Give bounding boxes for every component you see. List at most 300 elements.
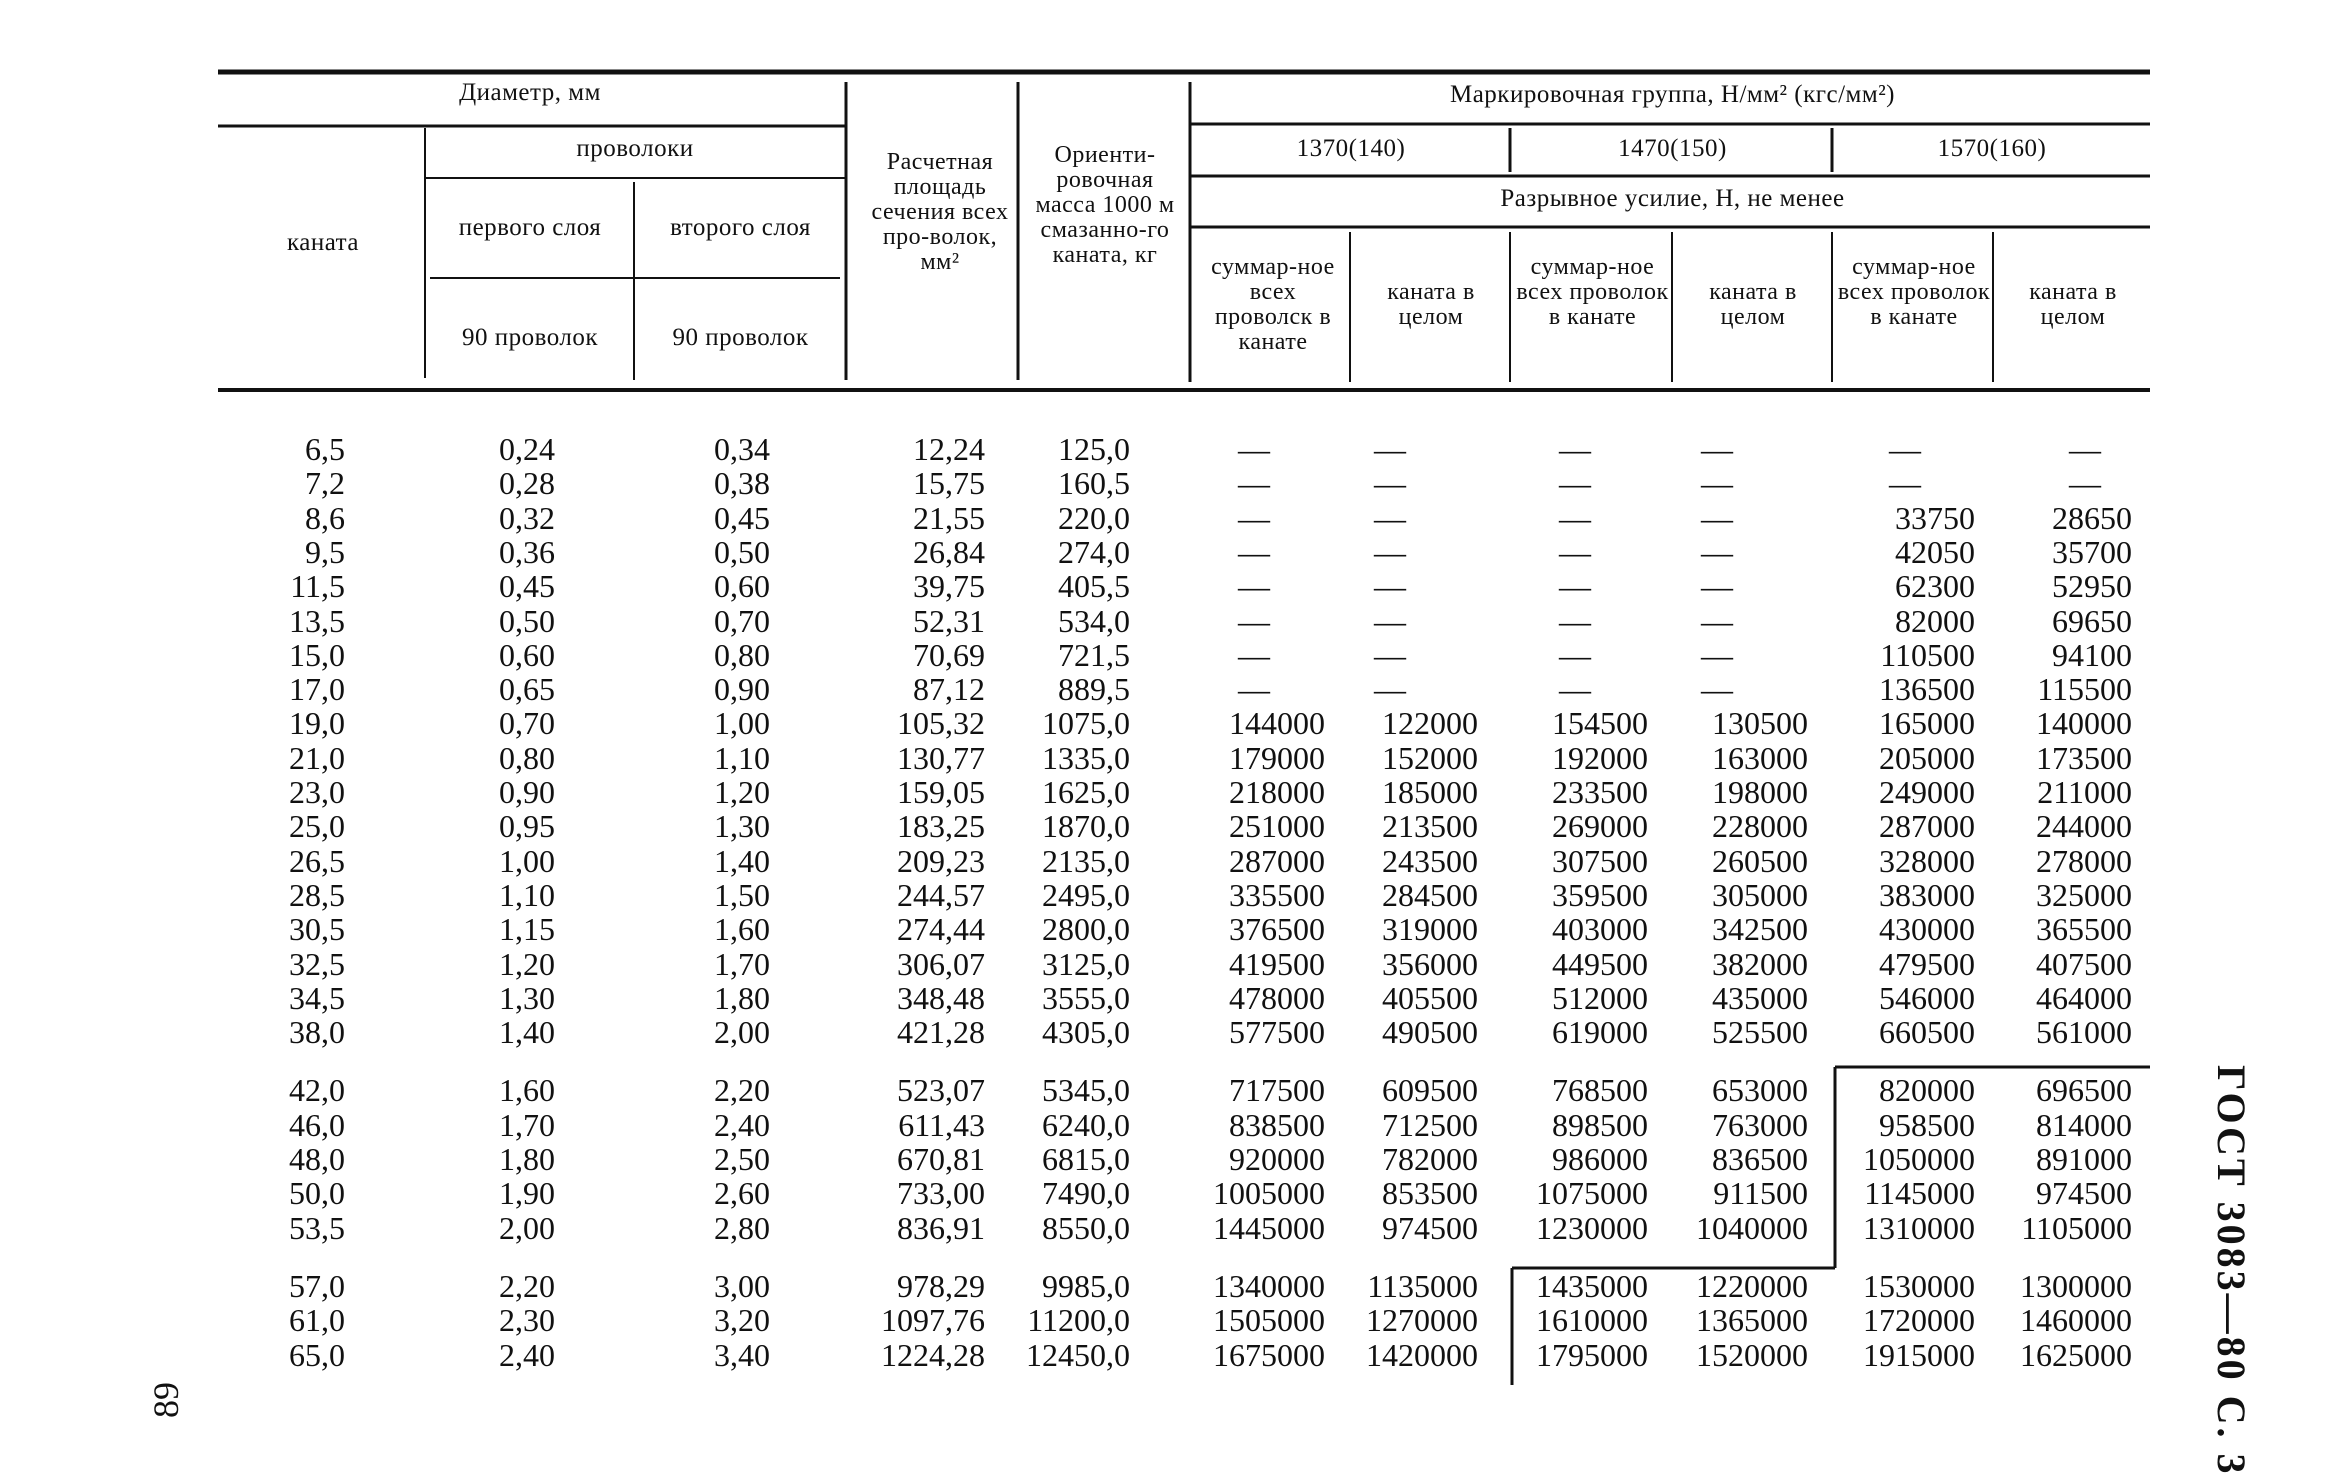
table-cell: 33750 <box>1895 499 1975 536</box>
table-cell: 653000 <box>1712 1072 1808 1109</box>
table-cell: 287000 <box>1879 808 1975 845</box>
table-cell: 0,28 <box>499 465 555 502</box>
table-cell: — <box>1701 671 1733 708</box>
table-cell: 287000 <box>1229 842 1325 879</box>
table-cell: 140000 <box>2036 705 2132 742</box>
area-header: Расчетная площадь сечения всех про-волок, мм² <box>871 149 1009 275</box>
table-cell: 15,75 <box>913 465 985 502</box>
table-cell: 251000 <box>1229 808 1325 845</box>
table-cell: 38,0 <box>289 1014 345 1051</box>
table-cell: 8550,0 <box>1042 1209 1130 1246</box>
table-cell: 25,0 <box>289 808 345 845</box>
table-cell: 213500 <box>1382 808 1478 845</box>
table-cell: 0,32 <box>499 499 555 536</box>
table-cell: 65,0 <box>289 1336 345 1373</box>
table-cell: 619000 <box>1552 1014 1648 1051</box>
table-cell: — <box>1374 568 1406 605</box>
table-cell: 1224,28 <box>881 1336 985 1373</box>
table-cell: 3555,0 <box>1042 979 1130 1016</box>
table-cell: — <box>1374 465 1406 502</box>
table-cell: 61,0 <box>289 1302 345 1339</box>
table-cell: 274,44 <box>897 911 985 948</box>
table-cell: 0,65 <box>499 671 555 708</box>
table-cell: 0,50 <box>714 533 770 570</box>
table-cell: 165000 <box>1879 705 1975 742</box>
table-cell: 0,80 <box>499 739 555 776</box>
table-cell: 1625,0 <box>1042 774 1130 810</box>
table-cell: 0,60 <box>499 636 555 673</box>
table-cell: 479500 <box>1879 945 1975 982</box>
table-cell: 717500 <box>1229 1072 1325 1109</box>
table-cell: — <box>1238 499 1270 536</box>
table-cell: 7490,0 <box>1042 1175 1130 1212</box>
table-cell: 836500 <box>1712 1141 1808 1177</box>
table-cell: 376500 <box>1229 911 1325 948</box>
table-cell: 125,0 <box>1058 431 1130 467</box>
table-cell: 2800,0 <box>1042 911 1130 948</box>
table-cell: — <box>2069 431 2101 467</box>
table-cell: 335500 <box>1229 876 1325 913</box>
table-cell: 0,34 <box>714 431 770 467</box>
table-cell: 898500 <box>1552 1106 1648 1143</box>
table-cell: 70,69 <box>913 636 985 673</box>
table-cell: 974500 <box>2036 1175 2132 1212</box>
table-cell: — <box>1238 602 1270 639</box>
table-cell: 430000 <box>1879 911 1975 948</box>
table-cell: 136500 <box>1879 671 1975 708</box>
table-cell: 52950 <box>2052 568 2132 605</box>
table-cell: 0,70 <box>714 602 770 639</box>
table-cell: 46,0 <box>289 1106 345 1143</box>
table-cell: 192000 <box>1552 739 1648 776</box>
table-cell: 1365000 <box>1696 1302 1808 1339</box>
table-cell: 419500 <box>1229 945 1325 982</box>
table-cell: 2,00 <box>499 1209 555 1246</box>
table-cell: 0,45 <box>714 499 770 536</box>
table-cell: 319000 <box>1382 911 1478 948</box>
table-cell: 1460000 <box>2020 1302 2132 1339</box>
table-cell: 1310000 <box>1863 1209 1975 1246</box>
table-cell: 1230000 <box>1536 1209 1648 1246</box>
table-cell: 1625000 <box>2020 1336 2132 1373</box>
mass-header: Ориенти-ровочная масса 1000 м смазанно-го каната, кг <box>1035 142 1175 268</box>
table-cell: — <box>1238 636 1270 673</box>
table-cell: 3,00 <box>714 1267 770 1304</box>
table-cell: 1,80 <box>714 979 770 1016</box>
table-cell: 512000 <box>1552 979 1648 1016</box>
table-cell: 2,80 <box>714 1209 770 1246</box>
table-cell: 130500 <box>1712 705 1808 742</box>
table-cell: 986000 <box>1552 1141 1648 1177</box>
table-cell: 464000 <box>2036 979 2132 1016</box>
table-cell: 1675000 <box>1213 1336 1325 1373</box>
table-cell: 356000 <box>1382 945 1478 982</box>
table-cell: 525500 <box>1712 1014 1808 1051</box>
table-cell: 52,31 <box>913 602 985 639</box>
table-cell: 2,50 <box>714 1141 770 1177</box>
grade-1370: 1370(140) <box>1296 135 1406 162</box>
first-layer-count: 90 проволок <box>461 324 599 351</box>
table-cell: 243500 <box>1382 842 1478 879</box>
table-cell: 130,77 <box>897 739 985 776</box>
table-cell: — <box>1238 568 1270 605</box>
table-cell: — <box>1701 602 1733 639</box>
table-cell: 1870,0 <box>1042 808 1130 845</box>
sum-wires-1470: суммар-ное всех проволок в канате <box>1516 254 1669 330</box>
table-cell: 3,40 <box>714 1336 770 1373</box>
table-cell: 1,00 <box>499 842 555 879</box>
table-cell: 1445000 <box>1213 1209 1325 1246</box>
table-cell: 69650 <box>2052 602 2132 639</box>
table-cell: — <box>1701 533 1733 570</box>
table-cell: 0,24 <box>499 431 555 467</box>
table-cell: 1135000 <box>1367 1267 1478 1304</box>
table-cell: 17,0 <box>289 671 345 708</box>
table-cell: 154500 <box>1552 705 1648 742</box>
table-cell: 228000 <box>1712 808 1808 845</box>
table-cell: 1300000 <box>2020 1267 2132 1304</box>
table-cell: 523,07 <box>897 1072 985 1109</box>
table-cell: 763000 <box>1712 1106 1808 1143</box>
table-cell: 305000 <box>1712 876 1808 913</box>
table-cell: 11200,0 <box>1027 1302 1130 1339</box>
table-cell: 249000 <box>1879 774 1975 810</box>
table-cell: — <box>1559 671 1591 708</box>
table-cell: 2,40 <box>714 1106 770 1143</box>
table-cell: 1075,0 <box>1042 705 1130 742</box>
table-cell: — <box>1559 636 1591 673</box>
table-cell: 1,90 <box>499 1175 555 1212</box>
table-cell: 1,00 <box>714 705 770 742</box>
table-cell: 306,07 <box>897 945 985 982</box>
table-cell: 1915000 <box>1863 1336 1975 1373</box>
first-layer-header: первого слоя <box>458 214 602 241</box>
table-cell: 721,5 <box>1058 636 1130 673</box>
table-cell: — <box>1889 431 1921 467</box>
table-cell: 30,5 <box>289 911 345 948</box>
table-cell: 179000 <box>1229 739 1325 776</box>
table-cell: 768500 <box>1552 1072 1648 1109</box>
table-cell: — <box>1238 431 1270 467</box>
table-cell: 1,30 <box>499 979 555 1016</box>
table-cell: 1145000 <box>1864 1175 1975 1212</box>
table-cell: 2135,0 <box>1042 842 1130 879</box>
table-cell: — <box>1701 499 1733 536</box>
table-cell: — <box>1889 465 1921 502</box>
table-cell: 2,60 <box>714 1175 770 1212</box>
table-cell: 9985,0 <box>1042 1267 1130 1304</box>
table-cell: 0,90 <box>499 774 555 810</box>
table-cell: 546000 <box>1879 979 1975 1016</box>
table-cell: 6815,0 <box>1042 1141 1130 1177</box>
table-cell: 50,0 <box>289 1175 345 1212</box>
table-cell: 144000 <box>1229 705 1325 742</box>
table-cell: 2495,0 <box>1042 876 1130 913</box>
table-cell: 1435000 <box>1536 1267 1648 1304</box>
table-cell: 0,60 <box>714 568 770 605</box>
table-cell: 94100 <box>2052 636 2132 673</box>
table-cell: 122000 <box>1382 705 1478 742</box>
standard-title: ГОСТ 3083—80 С. 3 <box>2209 1065 2254 1477</box>
table-cell: — <box>1701 636 1733 673</box>
table-cell: 1610000 <box>1536 1302 1648 1339</box>
table-cell: 782000 <box>1382 1141 1478 1177</box>
table-cell: 328000 <box>1879 842 1975 879</box>
table-cell: 421,28 <box>897 1014 985 1051</box>
table-cell: 1795000 <box>1536 1336 1648 1373</box>
table-cell: 2,30 <box>499 1302 555 1339</box>
table-cell: 0,38 <box>714 465 770 502</box>
table-cell: 712500 <box>1382 1106 1478 1143</box>
table-cell: 7,2 <box>305 465 345 502</box>
table-cell: 21,55 <box>913 499 985 536</box>
table-cell: — <box>1559 499 1591 536</box>
table-cell: 32,5 <box>289 945 345 982</box>
table-cell: 0,70 <box>499 705 555 742</box>
table-cell: — <box>1701 465 1733 502</box>
table-cell: 836,91 <box>897 1209 985 1246</box>
table-cell: 405,5 <box>1058 568 1130 605</box>
table-cell: 853500 <box>1382 1175 1478 1212</box>
table-cell: 1,40 <box>714 842 770 879</box>
table-cell: — <box>1374 431 1406 467</box>
rope-whole-1470: каната в целом <box>1709 279 1797 330</box>
table-cell: 1,40 <box>499 1014 555 1051</box>
table-cell: 21,0 <box>289 739 345 776</box>
table-cell: 269000 <box>1552 808 1648 845</box>
table-cell: 278000 <box>2036 842 2132 879</box>
rope-diameter-header: каната <box>286 229 360 256</box>
table-cell: 611,43 <box>898 1106 985 1143</box>
table-cell: 0,45 <box>499 568 555 605</box>
table-cell: 2,20 <box>714 1072 770 1109</box>
wires-header: проволоки <box>576 135 694 162</box>
table-cell: 670,81 <box>897 1141 985 1177</box>
table-cell: 220,0 <box>1058 499 1130 536</box>
table-cell: — <box>1559 533 1591 570</box>
table-cell: 26,5 <box>289 842 345 879</box>
table-cell: 1,10 <box>499 876 555 913</box>
table-cell: 1,80 <box>499 1141 555 1177</box>
table-cell: 382000 <box>1712 945 1808 982</box>
table-cell: 1335,0 <box>1042 739 1130 776</box>
table-cell: 365500 <box>2036 911 2132 948</box>
table-cell: 1,20 <box>499 945 555 982</box>
table-cell: 490500 <box>1382 1014 1478 1051</box>
table-cell: 15,0 <box>289 636 345 673</box>
table-cell: 110500 <box>1880 636 1975 673</box>
table-cell: 1530000 <box>1863 1267 1975 1304</box>
table-cell: 0,90 <box>714 671 770 708</box>
table-cell: 183,25 <box>897 808 985 845</box>
table-cell: 105,32 <box>897 705 985 742</box>
table-cell: 152000 <box>1382 739 1478 776</box>
table-cell: — <box>1701 431 1733 467</box>
table-cell: 1075000 <box>1536 1175 1648 1212</box>
table-cell: — <box>2069 465 2101 502</box>
table-cell: 87,12 <box>913 671 985 708</box>
table-cell: 2,00 <box>714 1014 770 1051</box>
table-cell: 3125,0 <box>1042 945 1130 982</box>
table-cell: 435000 <box>1712 979 1808 1016</box>
table-cell: 185000 <box>1382 774 1478 810</box>
table-cell: 1050000 <box>1863 1141 1975 1177</box>
sum-wires-1370: суммар-ное всех проволск в канате <box>1211 254 1335 355</box>
table-cell: 609500 <box>1382 1072 1478 1109</box>
table-cell: 8,6 <box>305 499 345 536</box>
table-cell: 1040000 <box>1696 1209 1808 1246</box>
table-cell: 978,29 <box>897 1267 985 1304</box>
grade-1570: 1570(160) <box>1937 135 2047 162</box>
table-cell: — <box>1374 533 1406 570</box>
rope-whole-1370: каната в целом <box>1387 279 1475 330</box>
table-cell: 307500 <box>1552 842 1648 879</box>
table-cell: 911500 <box>1713 1175 1808 1212</box>
table-cell: 348,48 <box>897 979 985 1016</box>
table-cell: 1220000 <box>1696 1267 1808 1304</box>
table-cell: 1340000 <box>1213 1267 1325 1304</box>
table-cell: 1097,76 <box>881 1302 985 1339</box>
table-cell: 205000 <box>1879 739 1975 776</box>
table-cell: 12,24 <box>913 431 985 467</box>
table-cell: 974500 <box>1382 1209 1478 1246</box>
table-cell: 1720000 <box>1863 1302 1975 1339</box>
table-cell: 1,10 <box>714 739 770 776</box>
page-number: 89 <box>146 1382 186 1418</box>
table-cell: 218000 <box>1229 774 1325 810</box>
table-cell: 2,20 <box>499 1267 555 1304</box>
table-cell: 1005000 <box>1213 1175 1325 1212</box>
table-cell: 173500 <box>2036 739 2132 776</box>
table-cell: 34,5 <box>289 979 345 1016</box>
table-cell: 820000 <box>1879 1072 1975 1109</box>
table-cell: 0,50 <box>499 602 555 639</box>
rope-whole-1570: каната в целом <box>2029 279 2117 330</box>
table-cell: 920000 <box>1229 1141 1325 1177</box>
table-cell: 814000 <box>2036 1106 2132 1143</box>
table-cell: 115500 <box>2037 671 2132 708</box>
table-cell: — <box>1238 533 1270 570</box>
table-cell: — <box>1238 465 1270 502</box>
table-cell: 6,5 <box>305 431 345 467</box>
table-cell: 1420000 <box>1366 1336 1478 1373</box>
table-cell: 284500 <box>1382 876 1478 913</box>
second-layer-count: 90 проволок <box>672 324 809 351</box>
table-cell: 160,5 <box>1058 465 1130 502</box>
table-cell: 1105000 <box>2021 1209 2132 1246</box>
table-cell: 13,5 <box>289 602 345 639</box>
diameter-header: Диаметр, мм <box>459 79 601 106</box>
table-cell: 9,5 <box>305 533 345 570</box>
grade-1470: 1470(150) <box>1618 135 1727 162</box>
table-cell: 82000 <box>1895 602 1975 639</box>
table-cell: 233500 <box>1552 774 1648 810</box>
table-cell: 198000 <box>1712 774 1808 810</box>
table-cell: 19,0 <box>289 705 345 742</box>
table-cell: 405500 <box>1382 979 1478 1016</box>
table-cell: 1270000 <box>1366 1302 1478 1339</box>
table-cell: 211000 <box>2037 774 2132 810</box>
table-cell: 244000 <box>2036 808 2132 845</box>
table-cell: 1505000 <box>1213 1302 1325 1339</box>
table-cell: — <box>1374 602 1406 639</box>
table-cell: 23,0 <box>289 774 345 810</box>
table-cell: 4305,0 <box>1042 1014 1130 1051</box>
table-cell: 1,15 <box>499 911 555 948</box>
table-cell: 891000 <box>2036 1141 2132 1177</box>
table-cell: 57,0 <box>289 1267 345 1304</box>
table-cell: 42,0 <box>289 1072 345 1109</box>
table-cell: — <box>1559 431 1591 467</box>
table-cell: 163000 <box>1712 739 1808 776</box>
sum-wires-1570: суммар-ное всех проволок в канате <box>1837 254 1991 330</box>
table-cell: 1,60 <box>499 1072 555 1109</box>
table-cell: — <box>1559 568 1591 605</box>
table-cell: 1,60 <box>714 911 770 948</box>
table-cell: 696500 <box>2036 1072 2132 1109</box>
table-cell: 28650 <box>2052 499 2132 536</box>
table-cell: 5345,0 <box>1042 1072 1130 1109</box>
table-cell: — <box>1238 671 1270 708</box>
table-cell: 12450,0 <box>1026 1336 1130 1373</box>
table-cell: 1520000 <box>1696 1336 1808 1373</box>
table-cell: — <box>1374 671 1406 708</box>
table-cell: 62300 <box>1895 568 1975 605</box>
table-cell: 0,36 <box>499 533 555 570</box>
grade-header: Маркировочная группа, Н/мм² (кгс/мм²) <box>1449 81 1896 108</box>
table-cell: 359500 <box>1552 876 1648 913</box>
table-cell: 403000 <box>1552 911 1648 948</box>
table-cell: 159,05 <box>897 774 985 810</box>
table-cell: — <box>1559 465 1591 502</box>
table-cell: 660500 <box>1879 1014 1975 1051</box>
table-cell: 53,5 <box>289 1209 345 1246</box>
table-cell: 561000 <box>2036 1014 2132 1051</box>
table-cell: 478000 <box>1229 979 1325 1016</box>
table-cell: 42050 <box>1895 533 1975 570</box>
table-cell: 26,84 <box>913 533 985 570</box>
table-cell: 0,95 <box>499 808 555 845</box>
table-cell: 274,0 <box>1058 533 1130 570</box>
table-cell: 325000 <box>2036 876 2132 913</box>
table-cell: 2,40 <box>499 1336 555 1373</box>
table-cell: 39,75 <box>913 568 985 605</box>
table-cell: 1,50 <box>714 876 770 913</box>
table-cell: — <box>1374 499 1406 536</box>
table-cell: 0,80 <box>714 636 770 673</box>
table-cell: 1,70 <box>714 945 770 982</box>
table-cell: 733,00 <box>897 1175 985 1212</box>
table-cell: 260500 <box>1712 842 1808 879</box>
table-cell: 28,5 <box>289 876 345 913</box>
table-cell: 244,57 <box>897 876 985 913</box>
table-cell: 3,20 <box>714 1302 770 1339</box>
table-cell: 35700 <box>2052 533 2132 570</box>
table-cell: 838500 <box>1229 1106 1325 1143</box>
table-cell: 1,20 <box>714 774 770 810</box>
table-cell: 577500 <box>1229 1014 1325 1051</box>
table-cell: 1,70 <box>499 1106 555 1143</box>
table-cell: 209,23 <box>897 842 985 879</box>
second-layer-header: второго слоя <box>670 214 811 241</box>
breaking-force-header: Разрывное усилие, Н, не менее <box>1500 185 1845 212</box>
table-cell: 342500 <box>1712 911 1808 948</box>
table-cell: — <box>1374 636 1406 673</box>
table-cell: — <box>1559 602 1591 639</box>
table-cell: 11,5 <box>290 568 345 605</box>
table-cell: 48,0 <box>289 1141 345 1177</box>
table-cell: 407500 <box>2036 945 2132 982</box>
